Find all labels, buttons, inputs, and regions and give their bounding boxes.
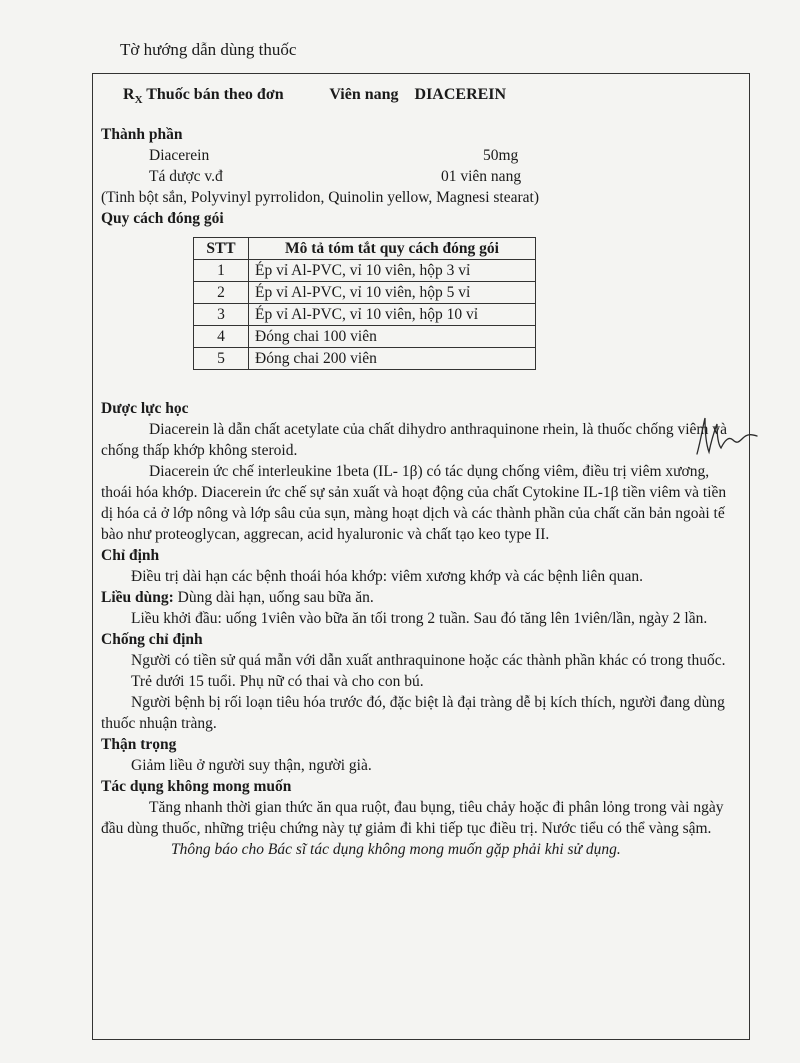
dosage-form: Viên nang bbox=[329, 86, 399, 103]
table-header-row bbox=[194, 238, 536, 260]
active-ingredient-name: Diacerein bbox=[149, 147, 210, 164]
contraindications-heading: Chống chỉ định bbox=[101, 631, 203, 648]
active-ingredient-amount: 50mg bbox=[483, 147, 519, 164]
column-header-stt: STT bbox=[194, 238, 249, 260]
dosage-line bbox=[101, 587, 737, 608]
contraindications-paragraph-1: Người có tiền sử quá mẫn với dẫn xuất anthraquinone hoặc các thành phần khác có trong thuốc. bbox=[131, 652, 726, 669]
contraindications-paragraph-2: Trẻ dưới 15 tuổi. Phụ nữ có thai và cho con bú. bbox=[131, 673, 424, 690]
excipient-row bbox=[101, 166, 737, 187]
handwritten-initials bbox=[693, 414, 763, 459]
column-header-description: Mô tả tóm tắt quy cách đóng gói bbox=[249, 238, 536, 260]
packaging-heading: Quy cách đóng gói bbox=[101, 210, 224, 227]
precautions-heading: Thận trọng bbox=[101, 736, 177, 753]
rx-symbol: $R_X$ bbox=[123, 86, 143, 107]
excipient-amount: 01 viên nang bbox=[441, 168, 522, 185]
pharmacodynamics-paragraph-2: Diacerein ức chế interleukine 1beta (IL- 1β) có tác dụng chống viêm, điều trị viêm xương, thoái hóa khớp. Diacerein ức chế sự sản xuất và hoạt động của chất Cytokine IL-1β tiền viêm và tiền dị hóa cả ở lớp nông và lớp sâu của sụn, màng hoạt dịch và các thành phần của chất căn bản ngoài tế bào như proteoglycan, aggrecan, acid hyaluronic và chất tạo keo type II. bbox=[101, 463, 727, 543]
product-name: DIACEREIN bbox=[414, 86, 507, 103]
indications-heading: Chỉ định bbox=[101, 547, 160, 564]
packaging-table bbox=[193, 237, 536, 370]
dosage-inline-text: Dùng dài hạn, uống sau bữa ăn. bbox=[177, 589, 374, 606]
composition-heading: Thành phần bbox=[101, 126, 183, 143]
side-effects-heading: Tác dụng không mong muốn bbox=[101, 778, 292, 795]
leaflet-content bbox=[101, 124, 737, 860]
side-effects-notice: Thông báo cho Bác sĩ tác dụng không mong muốn gặp phải khi sử dụng. bbox=[171, 841, 621, 858]
active-ingredient-row bbox=[101, 145, 737, 166]
excipient-list: (Tinh bột sắn, Polyvinyl pyrrolidon, Quinolin yellow, Magnesi stearat) bbox=[101, 189, 539, 206]
table-row: 5 Đóng chai 200 viên bbox=[194, 348, 536, 370]
dosage-text: Liều khởi đầu: uống 1viên vào bữa ăn tối trong 2 tuần. Sau đó tăng lên 1viên/lần, ngày 2 lần. bbox=[131, 610, 708, 627]
table-row: 4 Đóng chai 100 viên bbox=[194, 326, 536, 348]
prescription-label: Thuốc bán theo đơn bbox=[146, 86, 284, 103]
side-effects-text: Tăng nhanh thời gian thức ăn qua ruột, đau bụng, tiêu chảy hoặc đi phân lỏng trong vài ngày đầu dùng thuốc, những triệu chứng này tự giảm đi khi tiếp tục điều trị. Nước tiểu có thể vàng sậm. bbox=[101, 799, 724, 837]
header-line bbox=[123, 86, 506, 106]
contraindications-paragraph-3: Người bệnh bị rối loạn tiêu hóa trước đó, đặc biệt là đại tràng dễ bị kích thích, người đang dùng thuốc nhuận tràng. bbox=[101, 694, 725, 732]
table-row: 3 Ép vỉ Al-PVC, vỉ 10 viên, hộp 10 vỉ bbox=[194, 304, 536, 326]
indications-text: Điều trị dài hạn các bệnh thoái hóa khớp: viêm xương khớp và các bệnh liên quan. bbox=[131, 568, 644, 585]
table-row: 2 Ép vỉ Al-PVC, vỉ 10 viên, hộp 5 vỉ bbox=[194, 282, 536, 304]
table-row: 1 Ép vỉ Al-PVC, vỉ 10 viên, hộp 3 vỉ bbox=[194, 260, 536, 282]
excipient-name: Tá dược v.đ bbox=[149, 168, 223, 185]
leaflet-frame bbox=[92, 73, 750, 1040]
precautions-text: Giảm liều ở người suy thận, người già. bbox=[131, 757, 372, 774]
page-title: Tờ hướng dẫn dùng thuốc bbox=[120, 40, 297, 59]
pharmacodynamics-heading: Dược lực học bbox=[101, 400, 189, 417]
dosage-heading: Liều dùng: bbox=[101, 589, 174, 606]
pharmacodynamics-paragraph-1: Diacerein là dẫn chất acetylate của chất dihydro anthraquinone rhein, là thuốc chống viêm và chống thấp khớp không steroid. bbox=[101, 421, 727, 459]
